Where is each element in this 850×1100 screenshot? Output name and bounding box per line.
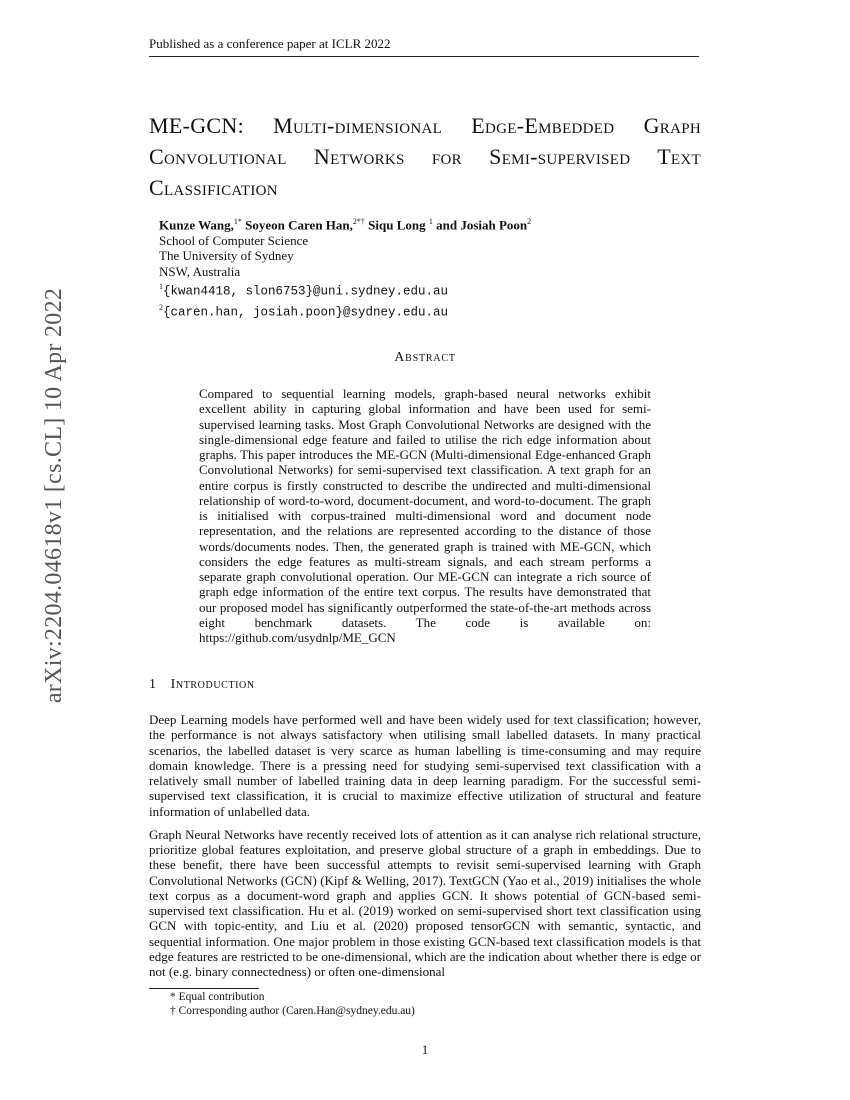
author-block bbox=[159, 214, 679, 321]
email-line-2 bbox=[159, 300, 679, 321]
footnotes bbox=[170, 990, 415, 1018]
arxiv-stamp-text: arXiv:2204.04618v1 [cs.CL] 10 Apr 2022 bbox=[41, 287, 68, 703]
email-2-sup: 2 bbox=[159, 303, 163, 313]
author-3-sup: 1 bbox=[428, 217, 433, 226]
author-and: and bbox=[436, 217, 458, 233]
email-1-sup: 1 bbox=[159, 282, 163, 292]
footnote-corresponding-author: † Corresponding author (Caren.Han@sydney.edu.au) bbox=[170, 1005, 415, 1017]
paragraph: Deep Learning models have performed well and have been widely used for text classification; however, the performance is not always satisfactory when utilising small labelled datasets. In many practical scenarios, the labelled dataset is very scarce as human labelling is time-consuming and may require domain knowledge. There is a pressing need for studying semi-supervised text classification with a relatively small number of labelled training data in deep learning paradigm. For the successful semi-supervised text classification, it is crucial to maximize effective utilization of structural and feature information of unlabelled data. bbox=[149, 712, 701, 819]
introduction-body bbox=[149, 712, 701, 987]
paragraph: Graph Neural Networks have recently received lots of attention as it can analyse rich relational structure, prioritize global features exploitation, and preserve global structure of a graph in embeddings. Due to these benefit, there have been successful attempts to revisit semi-supervised learning with Graph Convolutional Networks (GCN) (Kipf & Welling, 2017). TextGCN (Yao et al., 2019) initialises the whole text corpus as a document-word graph and applies GCN. It shows potential of GCN-based semi-supervised text classification. Hu et al. (2019) worked on semi-supervised short text classification using GCN with topic-entity, and Liu et al. (2020) proposed tensorGCN with semantic, syntactic, and sequential information. One major problem in those existing GCN-based text classification models is that edge features are restricted to be one-dimensional, which are the indication about whether there is edge or not (e.g. binary connectedness) or often one-dimensional bbox=[149, 826, 701, 979]
email-line-1 bbox=[159, 279, 679, 300]
abstract-text: Compared to sequential learning models, graph-based neural networks exhibit excellent ability in capturing global information and have been used for semi-supervised learning tasks. Most Graph Convolutional Networks are designed with the single-dimensional edge feature and failed to utilise the rich edge information about graphs. This paper introduces the ME-GCN (Multi-dimensional Edge-enhanced Graph Convolutional Networks) for semi-supervised text classification. A text graph for an entire corpus is firstly constructed to describe the undirected and multi-dimensional relationship of word-to-word, document-document, and word-to-document. The graph is initialised with corpus-trained multi-dimensional word and document node representation, and the relations are represented according to the distance of those words/documents nodes. Then, the generated graph is trained with ME-GCN, which considers the edge features as multi-stream signals, and each stream performs a separate graph convolutional operation. Our ME-GCN can integrate a rich source of graph edge information of the entire text corpus. The results have demonstrated that our proposed model has significantly outperformed the state-of-the-art methods across eight benchmark datasets. The code is available on: https://github.com/usydnlp/ME_GCN bbox=[199, 386, 651, 645]
running-header: Published as a conference paper at ICLR 2022 bbox=[149, 36, 699, 57]
affiliation-school: School of Computer Science bbox=[159, 232, 309, 248]
author-1-sup: 1* bbox=[233, 217, 242, 226]
author-1: Kunze Wang, bbox=[159, 217, 234, 233]
author-4: Josiah Poon bbox=[460, 217, 528, 233]
paper-title: ME-GCN: Multi-dimensional Edge-Embedded Graph Convolutional Networks for Semi-supervised Text Classification bbox=[149, 113, 701, 200]
affiliation-location: NSW, Australia bbox=[159, 263, 241, 279]
author-2: Soyeon Caren Han, bbox=[245, 217, 353, 233]
footnote-rule bbox=[149, 988, 259, 989]
section-heading bbox=[149, 677, 255, 693]
email-1: {kwan4418, slon6753}@uni.sydney.edu.au bbox=[163, 284, 449, 299]
email-2: {caren.han, josiah.poon}@sydney.edu.au bbox=[163, 305, 449, 320]
arxiv-side-stamp bbox=[40, 287, 70, 703]
author-4-sup: 2 bbox=[527, 217, 532, 226]
abstract-heading: Abstract bbox=[394, 350, 456, 365]
section-number: 1 bbox=[149, 677, 157, 692]
author-names bbox=[159, 214, 679, 233]
page-number: 1 bbox=[421, 1042, 429, 1057]
affiliation-university: The University of Sydney bbox=[159, 248, 294, 264]
author-3: Siqu Long bbox=[368, 217, 426, 233]
section-title: Introduction bbox=[170, 677, 255, 692]
footnote-equal-contribution: * Equal contribution bbox=[170, 991, 265, 1003]
author-2-sup: 2*† bbox=[352, 217, 365, 226]
